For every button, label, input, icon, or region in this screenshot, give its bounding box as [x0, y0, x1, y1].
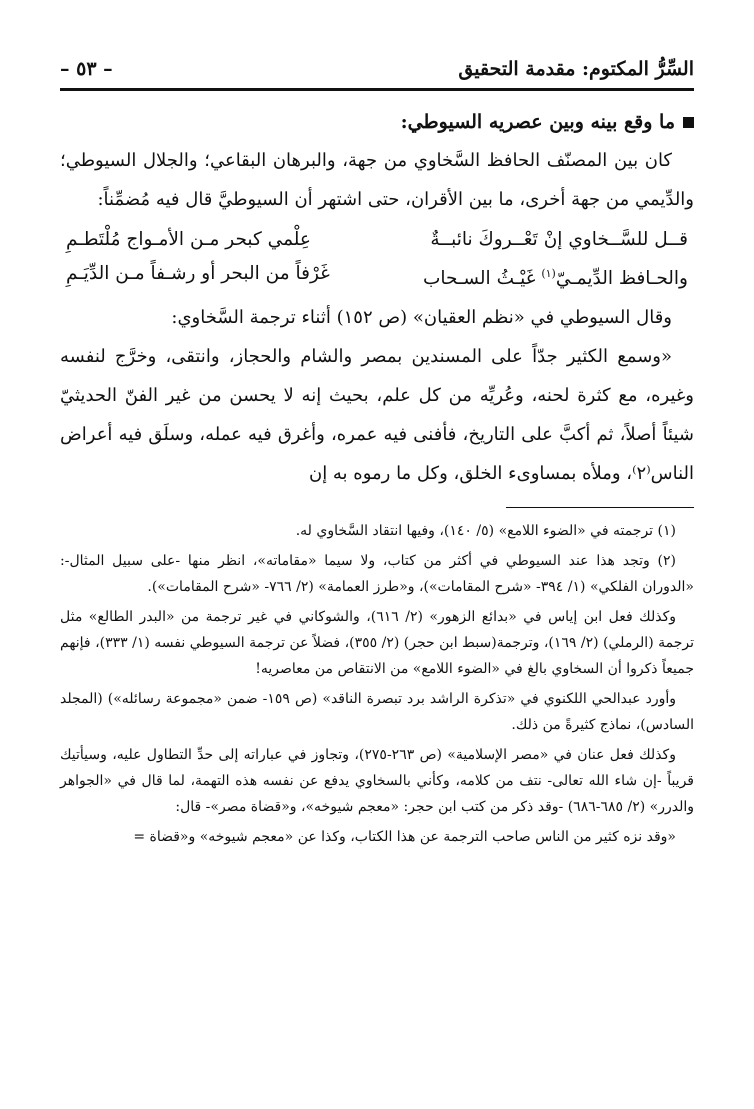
- page-number: – ٥٣ –: [60, 58, 113, 80]
- section-heading: [60, 103, 694, 141]
- poem-line-2: [60, 257, 694, 296]
- footnotes: [60, 518, 694, 850]
- poem-line-2-second-hemistich: غَرْفاً من البحر أو رشـفاً مـن الدِّيَـمِ: [66, 263, 330, 284]
- footnote-ref-1: (١): [541, 267, 556, 280]
- footnote-2-cont-3: وكذلك فعل عنان في «مصر الإسلامية» (ص ٢٦٣-٢٧٥)، وتجاوز في عباراته إلى حدِّ التطاول عليه، وسيأتيك قريباً -إن شاء الله تعالى- نتف من كلامه، وكأني بالسخاوي يدفع عن نفسه هذه التهمة، لما قال في «الجواهر والدرر» (٢/ ٦٨٥-٦٨٦) -وقد ذكر من كتب ابن حجر: «معجم شيوخه»، و«قضاة مصر»- قال:: [60, 747, 695, 816]
- main-text: [60, 103, 694, 493]
- poem: [60, 223, 694, 296]
- poem-line-1: [60, 223, 694, 257]
- footnote-2: (٢) وتجد هذا عند السيوطي في أكثر من كتاب، ولا سيما «مقاماته»، انظر منها -على سبيل المثال-: «الدوران الفلكي» (١/ ٣٩٤- «شرح المقامات»)، و«طرز العمامة» (٢/ ٧٦٦- «شرح المقامات»).: [60, 553, 694, 596]
- footnote-separator: [506, 507, 694, 508]
- poem-line-1-second-hemistich: عِلْمي كبحر مـن الأمـواج مُلْتَطـمِ: [66, 229, 311, 250]
- paragraph-quote: «وسمع الكثير جدّاً على المسندين بمصر والشام والحجاز، وانتقى، وخرَّج لنفسه وغيره، مع كثرة لحنه، وعُريِّه من كل علم، بحيث إنه لا يحسن من غير الفنّ الحديثيّ شيئاً أصلاً، ثم أكبَّ على التاريخ، فأفنى فيه عمره، وأغرق فيه عمله، وسلَق فيه أعراض الناس⁽٢⁾، وملأه بمساوىء الخلق، وكل ما رموه به إن: [60, 346, 694, 485]
- poem-line-2-first-hemistich: [423, 257, 688, 296]
- poem-line-2-first-part: والحـافظ الدِّيمـيّ: [555, 268, 688, 290]
- paragraph-intro: كان بين المصنّف الحافظ السَّخاوي من جهة، والبرهان البقاعي؛ والجلال السيوطي؛ والدِّيمي من جهة أخرى، ما بين الأقران، حتى اشتهر أن السيوطيَّ قال فيه مُضمِّناً:: [60, 150, 694, 210]
- footnote-1: (١) ترجمته في «الضوء اللامع» (٥/ ١٤٠)، وفيها انتقاد السَّخاوي له.: [295, 523, 676, 540]
- running-header: [60, 58, 694, 91]
- poem-line-1-first-hemistich: قــل للسَّــخاوي إنْ تَعْــروكَ نائبــةٌ: [430, 229, 688, 250]
- poem-line-2-first-end: غَيْـثُ السـحاب: [423, 268, 542, 290]
- square-bullet-icon: [683, 117, 694, 128]
- footnote-2-cont-4: «وقد نزه كثير من الناس صاحب الترجمة عن هذا الكتاب، وكذا عن «معجم شيوخه» و«قضاة =: [133, 829, 676, 846]
- footnote-2-cont-2: وأورد عبدالحي اللكنوي في «تذكرة الراشد برد تبصرة الناقد» (ص ١٥٩- ضمن «مجموعة رسائله») (المجلد السادس)، نماذج كثيرةً من ذلك.: [60, 691, 694, 734]
- running-title: السِّرُّ المكتوم: مقدمة التحقيق: [458, 58, 694, 80]
- section-heading-text: ما وقع بينه وبين عصريه السيوطي:: [400, 111, 675, 133]
- paragraph-suyuti: وقال السيوطي في «نظم العقيان» (ص ١٥٢) أثناء ترجمة السَّخاوي:: [171, 307, 672, 329]
- footnote-2-cont-1: وكذلك فعل ابن إياس في «بدائع الزهور» (٢/ ٦١٦)، والشوكاني في غير ترجمة من «البدر الطالع» مثل ترجمة (الرملي) (٢/ ١٦٩)، وترجمة(سبط ابن حجر) (٢/ ٣٥٥)، فضلاً عن ترجمة السيوطي نفسه (١/ ٣٣٣)، فإنهم جميعاً ذكروا أن السخاوي بالغ في «الضوء اللامع» من الانتقاص من معاصريه!: [60, 609, 695, 678]
